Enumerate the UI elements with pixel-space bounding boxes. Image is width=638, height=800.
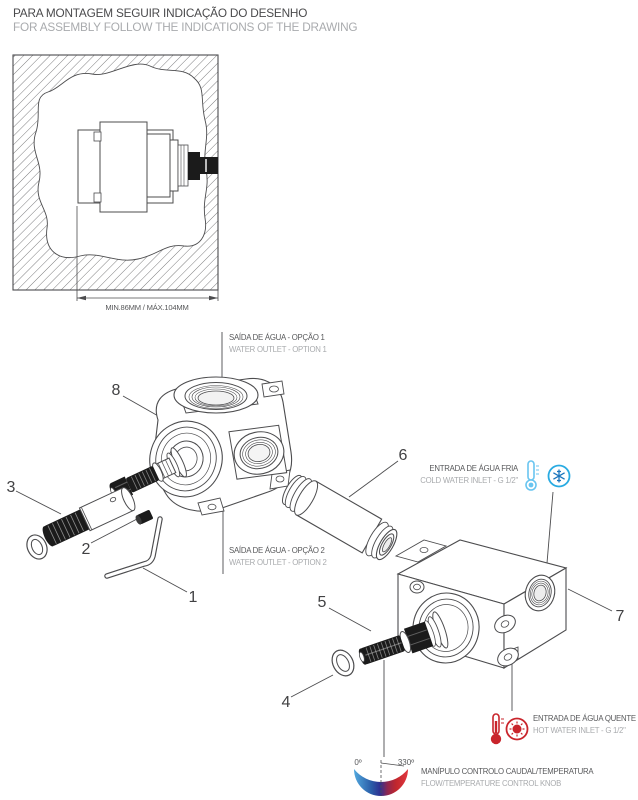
dimension-label: MIN.86MM / MÁX.104MM (105, 303, 189, 312)
dial-min-label: 0º (354, 758, 362, 767)
wall-section-drawing (13, 55, 218, 312)
thermometer-hot-icon (491, 714, 504, 744)
part-number-6: 6 (398, 447, 408, 464)
part-number-2: 2 (81, 541, 91, 558)
label-water-outlet-2-en: WATER OUTLET - OPTION 2 (229, 558, 327, 567)
header-title-pt: PARA MONTAGEM SEGUIR INDICAÇÃO DO DESENHO (13, 6, 308, 20)
rotation-dial-icon (354, 758, 414, 796)
label-water-outlet-1-en: WATER OUTLET - OPTION 1 (229, 345, 327, 354)
part-number-8: 8 (111, 382, 121, 399)
bolt (410, 581, 424, 593)
header-title-en: FOR ASSEMBLY FOLLOW THE INDICATIONS OF THE DRAWING (13, 20, 358, 34)
label-control-knob-en: FLOW/TEMPERATURE CONTROL KNOB (421, 779, 562, 788)
label-control-knob-pt: MANÍPULO CONTROLO CAUDAL/TEMPERATURA (421, 767, 594, 776)
part-number-7: 7 (615, 608, 625, 625)
heat-icon (507, 719, 528, 740)
label-cold-inlet-pt: ENTRADA DE ÁGUA FRIA (429, 464, 518, 473)
valve-block-part7 (328, 540, 566, 680)
part-number-5: 5 (317, 594, 327, 611)
part4-o-ring (328, 646, 358, 679)
part1-allen-key (107, 519, 160, 576)
cold-water-icons (526, 461, 570, 490)
part1-leader (143, 568, 187, 592)
dial-max-label: 330º (397, 758, 415, 767)
part5-leader (329, 608, 371, 631)
label-hot-inlet-pt: ENTRADA DE ÁGUA QUENTE (533, 714, 636, 723)
hot-water-icons (491, 714, 528, 744)
part-number-4: 4 (281, 694, 291, 711)
label-hot-inlet-en: HOT WATER INLET - G 1/2" (533, 726, 626, 735)
label-water-outlet-1-pt: SAÍDA DE ÁGUA - OPÇÃO 1 (229, 333, 325, 342)
side-outlet-port (227, 421, 289, 483)
label-water-outlet-2-pt: SAÍDA DE ÁGUA - OPÇÃO 2 (229, 546, 325, 555)
snowflake-icon (549, 466, 570, 487)
top-outlet-port (174, 377, 258, 413)
part3-leader (16, 491, 61, 514)
thermometer-cold-icon (526, 461, 539, 490)
part3-extension (23, 486, 138, 562)
part-number-3: 3 (6, 479, 16, 496)
valve-body-part8 (105, 377, 292, 515)
part2-grub-screw (134, 510, 153, 526)
part4-leader (291, 675, 333, 697)
label-cold-inlet-en: COLD WATER INLET - G 1/2" (420, 476, 518, 485)
part-number-1: 1 (188, 589, 198, 606)
part7-leader (568, 589, 612, 611)
